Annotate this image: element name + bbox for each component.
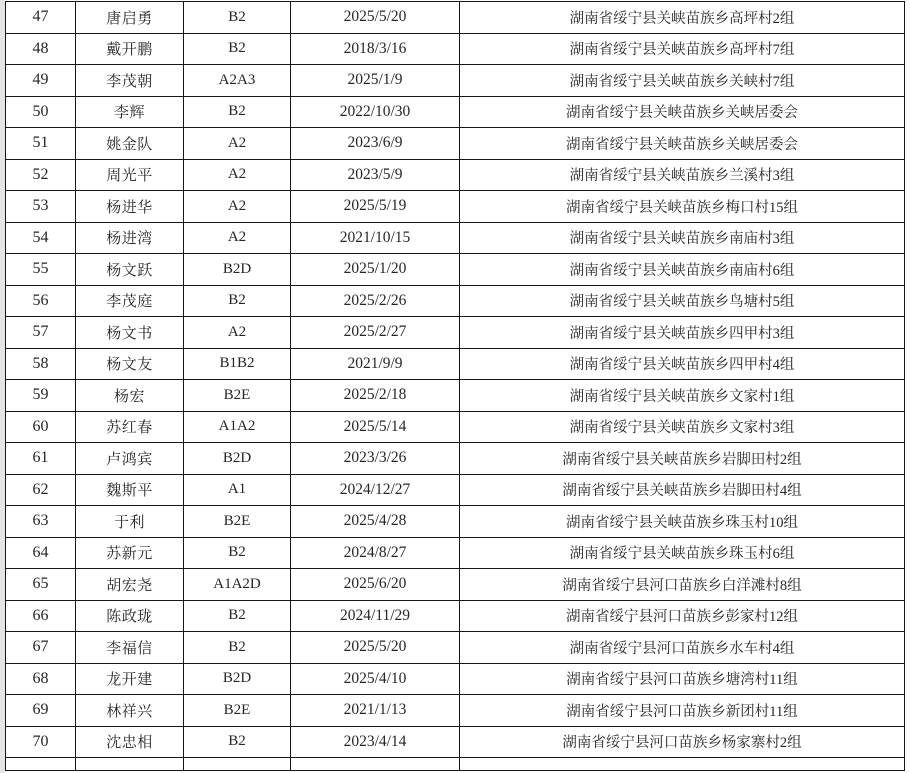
cell-address: 湖南省绥宁县关峡苗族乡文家村3组 [460, 411, 905, 443]
cell-row-number: 66 [6, 600, 76, 632]
cell-row-number: 65 [6, 569, 76, 601]
cell-date: 2025/5/20 [291, 2, 460, 34]
cell-license-class: B1B2 [184, 348, 291, 380]
table-row [6, 600, 905, 632]
cell-row-number: 69 [6, 695, 76, 727]
cell-address: 湖南省绥宁县关峡苗族乡岩脚田村4组 [460, 474, 905, 506]
table-row [6, 33, 905, 65]
cell-address: 湖南省绥宁县河口苗族乡彭家村12组 [460, 600, 905, 632]
cell-row-number: 48 [6, 33, 76, 65]
table-row [6, 506, 905, 538]
cell-row-number: 52 [6, 159, 76, 191]
cell-row-number: 50 [6, 96, 76, 128]
table-body [6, 2, 905, 771]
table-row [6, 65, 905, 97]
cell-date: 2023/4/14 [291, 726, 460, 758]
cell-license-class: B2D [184, 254, 291, 286]
table-row [6, 411, 905, 443]
cell-person-name: 杨进湾 [76, 222, 184, 254]
cell-person-name: 周光平 [76, 159, 184, 191]
cell-person-name: 龙开建 [76, 663, 184, 695]
cell-row-number: 63 [6, 506, 76, 538]
table-row [6, 569, 905, 601]
cell-person-name: 魏斯平 [76, 474, 184, 506]
cell-person-name: 苏新元 [76, 537, 184, 569]
cell-date: 2018/3/16 [291, 33, 460, 65]
cell-date: 2025/6/20 [291, 569, 460, 601]
empty-cell [184, 758, 291, 771]
cell-person-name: 唐启勇 [76, 2, 184, 34]
cell-license-class: B2 [184, 96, 291, 128]
cell-date: 2025/4/28 [291, 506, 460, 538]
partial-next-row [6, 758, 905, 771]
cell-address: 湖南省绥宁县关峡苗族乡梅口村15组 [460, 191, 905, 223]
cell-date: 2025/1/20 [291, 254, 460, 286]
table-row [6, 254, 905, 286]
cell-date: 2025/2/27 [291, 317, 460, 349]
cell-date: 2025/5/19 [291, 191, 460, 223]
cell-license-class: B2 [184, 2, 291, 34]
cell-license-class: B2 [184, 726, 291, 758]
cell-address: 湖南省绥宁县河口苗族乡杨家寨村2组 [460, 726, 905, 758]
cell-license-class: A1A2 [184, 411, 291, 443]
cell-address: 湖南省绥宁县关峡苗族乡文家村1组 [460, 380, 905, 412]
cell-row-number: 49 [6, 65, 76, 97]
cell-row-number: 53 [6, 191, 76, 223]
cell-date: 2023/3/26 [291, 443, 460, 475]
cell-row-number: 47 [6, 2, 76, 34]
cell-row-number: 51 [6, 128, 76, 160]
table-row [6, 191, 905, 223]
empty-cell [76, 758, 184, 771]
table-row [6, 380, 905, 412]
table-row [6, 726, 905, 758]
cell-address: 湖南省绥宁县关峡苗族乡南庙村3组 [460, 222, 905, 254]
cell-license-class: B2E [184, 380, 291, 412]
cell-date: 2024/12/27 [291, 474, 460, 506]
table-row [6, 128, 905, 160]
cell-row-number: 59 [6, 380, 76, 412]
table-row [6, 632, 905, 664]
table-row [6, 317, 905, 349]
cell-person-name: 戴开鹏 [76, 33, 184, 65]
cell-address: 湖南省绥宁县关峡苗族乡兰溪村3组 [460, 159, 905, 191]
cell-date: 2022/10/30 [291, 96, 460, 128]
cell-date: 2025/5/20 [291, 632, 460, 664]
empty-cell [460, 758, 905, 771]
cell-person-name: 杨宏 [76, 380, 184, 412]
cell-address: 湖南省绥宁县关峡苗族乡鸟塘村5组 [460, 285, 905, 317]
cell-person-name: 李茂朝 [76, 65, 184, 97]
cell-address: 湖南省绥宁县关峡苗族乡高坪村7组 [460, 33, 905, 65]
cell-row-number: 55 [6, 254, 76, 286]
empty-cell [6, 758, 76, 771]
cell-license-class: A2 [184, 317, 291, 349]
cell-license-class: B2 [184, 285, 291, 317]
cell-license-class: A1A2D [184, 569, 291, 601]
cell-license-class: A1 [184, 474, 291, 506]
cell-row-number: 67 [6, 632, 76, 664]
cell-license-class: A2 [184, 191, 291, 223]
cell-address: 湖南省绥宁县关峡苗族乡岩脚田村2组 [460, 443, 905, 475]
cell-address: 湖南省绥宁县河口苗族乡水车村4组 [460, 632, 905, 664]
cell-address: 湖南省绥宁县河口苗族乡白洋滩村8组 [460, 569, 905, 601]
cell-license-class: B2D [184, 443, 291, 475]
cell-row-number: 68 [6, 663, 76, 695]
cell-address: 湖南省绥宁县关峡苗族乡四甲村4组 [460, 348, 905, 380]
cell-person-name: 苏红春 [76, 411, 184, 443]
cell-license-class: B2E [184, 506, 291, 538]
cell-person-name: 林祥兴 [76, 695, 184, 727]
cell-date: 2023/6/9 [291, 128, 460, 160]
cell-address: 湖南省绥宁县河口苗族乡塘湾村11组 [460, 663, 905, 695]
cell-row-number: 60 [6, 411, 76, 443]
cell-person-name: 李茂庭 [76, 285, 184, 317]
cell-date: 2025/5/14 [291, 411, 460, 443]
cell-license-class: B2 [184, 632, 291, 664]
cell-license-class: A2 [184, 128, 291, 160]
cell-person-name: 姚金队 [76, 128, 184, 160]
cell-row-number: 61 [6, 443, 76, 475]
cell-row-number: 70 [6, 726, 76, 758]
cell-person-name: 杨进华 [76, 191, 184, 223]
cell-person-name: 李辉 [76, 96, 184, 128]
table-row [6, 537, 905, 569]
cell-row-number: 58 [6, 348, 76, 380]
cell-row-number: 57 [6, 317, 76, 349]
table-row [6, 2, 905, 34]
cell-date: 2025/2/26 [291, 285, 460, 317]
empty-cell [291, 758, 460, 771]
cell-address: 湖南省绥宁县关峡苗族乡珠玉村6组 [460, 537, 905, 569]
table-row [6, 348, 905, 380]
cell-license-class: B2 [184, 33, 291, 65]
cell-person-name: 杨文友 [76, 348, 184, 380]
cell-address: 湖南省绥宁县河口苗族乡新团村11组 [460, 695, 905, 727]
cell-address: 湖南省绥宁县关峡苗族乡关峡居委会 [460, 128, 905, 160]
cell-date: 2023/5/9 [291, 159, 460, 191]
table-row [6, 222, 905, 254]
cell-date: 2021/10/15 [291, 222, 460, 254]
cell-license-class: B2D [184, 663, 291, 695]
cell-address: 湖南省绥宁县关峡苗族乡关峡居委会 [460, 96, 905, 128]
cell-row-number: 56 [6, 285, 76, 317]
cell-date: 2025/2/18 [291, 380, 460, 412]
cell-date: 2021/9/9 [291, 348, 460, 380]
cell-person-name: 卢鸿宾 [76, 443, 184, 475]
cell-address: 湖南省绥宁县关峡苗族乡关峡村7组 [460, 65, 905, 97]
table-row [6, 695, 905, 727]
cell-address: 湖南省绥宁县关峡苗族乡四甲村3组 [460, 317, 905, 349]
cell-date: 2025/4/10 [291, 663, 460, 695]
table-row [6, 474, 905, 506]
cell-person-name: 胡宏尧 [76, 569, 184, 601]
cell-date: 2025/1/9 [291, 65, 460, 97]
cell-date: 2024/8/27 [291, 537, 460, 569]
cell-person-name: 陈政珑 [76, 600, 184, 632]
cell-license-class: B2E [184, 695, 291, 727]
cell-license-class: B2 [184, 600, 291, 632]
cell-person-name: 于利 [76, 506, 184, 538]
cell-address: 湖南省绥宁县关峡苗族乡南庙村6组 [460, 254, 905, 286]
cell-person-name: 杨文书 [76, 317, 184, 349]
cell-date: 2024/11/29 [291, 600, 460, 632]
table-row [6, 159, 905, 191]
cell-license-class: A2 [184, 159, 291, 191]
cell-row-number: 64 [6, 537, 76, 569]
cell-address: 湖南省绥宁县关峡苗族乡高坪村2组 [460, 2, 905, 34]
cell-person-name: 沈忠相 [76, 726, 184, 758]
license-roster-table [5, 1, 905, 771]
cell-license-class: A2 [184, 222, 291, 254]
table-row [6, 96, 905, 128]
cell-date: 2021/1/13 [291, 695, 460, 727]
table-row [6, 285, 905, 317]
cell-row-number: 62 [6, 474, 76, 506]
page-right-edge [905, 0, 910, 773]
cell-person-name: 杨文跃 [76, 254, 184, 286]
cell-license-class: A2A3 [184, 65, 291, 97]
table-row [6, 663, 905, 695]
cell-address: 湖南省绥宁县关峡苗族乡珠玉村10组 [460, 506, 905, 538]
cell-license-class: B2 [184, 537, 291, 569]
cell-row-number: 54 [6, 222, 76, 254]
table-row [6, 443, 905, 475]
cell-person-name: 李福信 [76, 632, 184, 664]
